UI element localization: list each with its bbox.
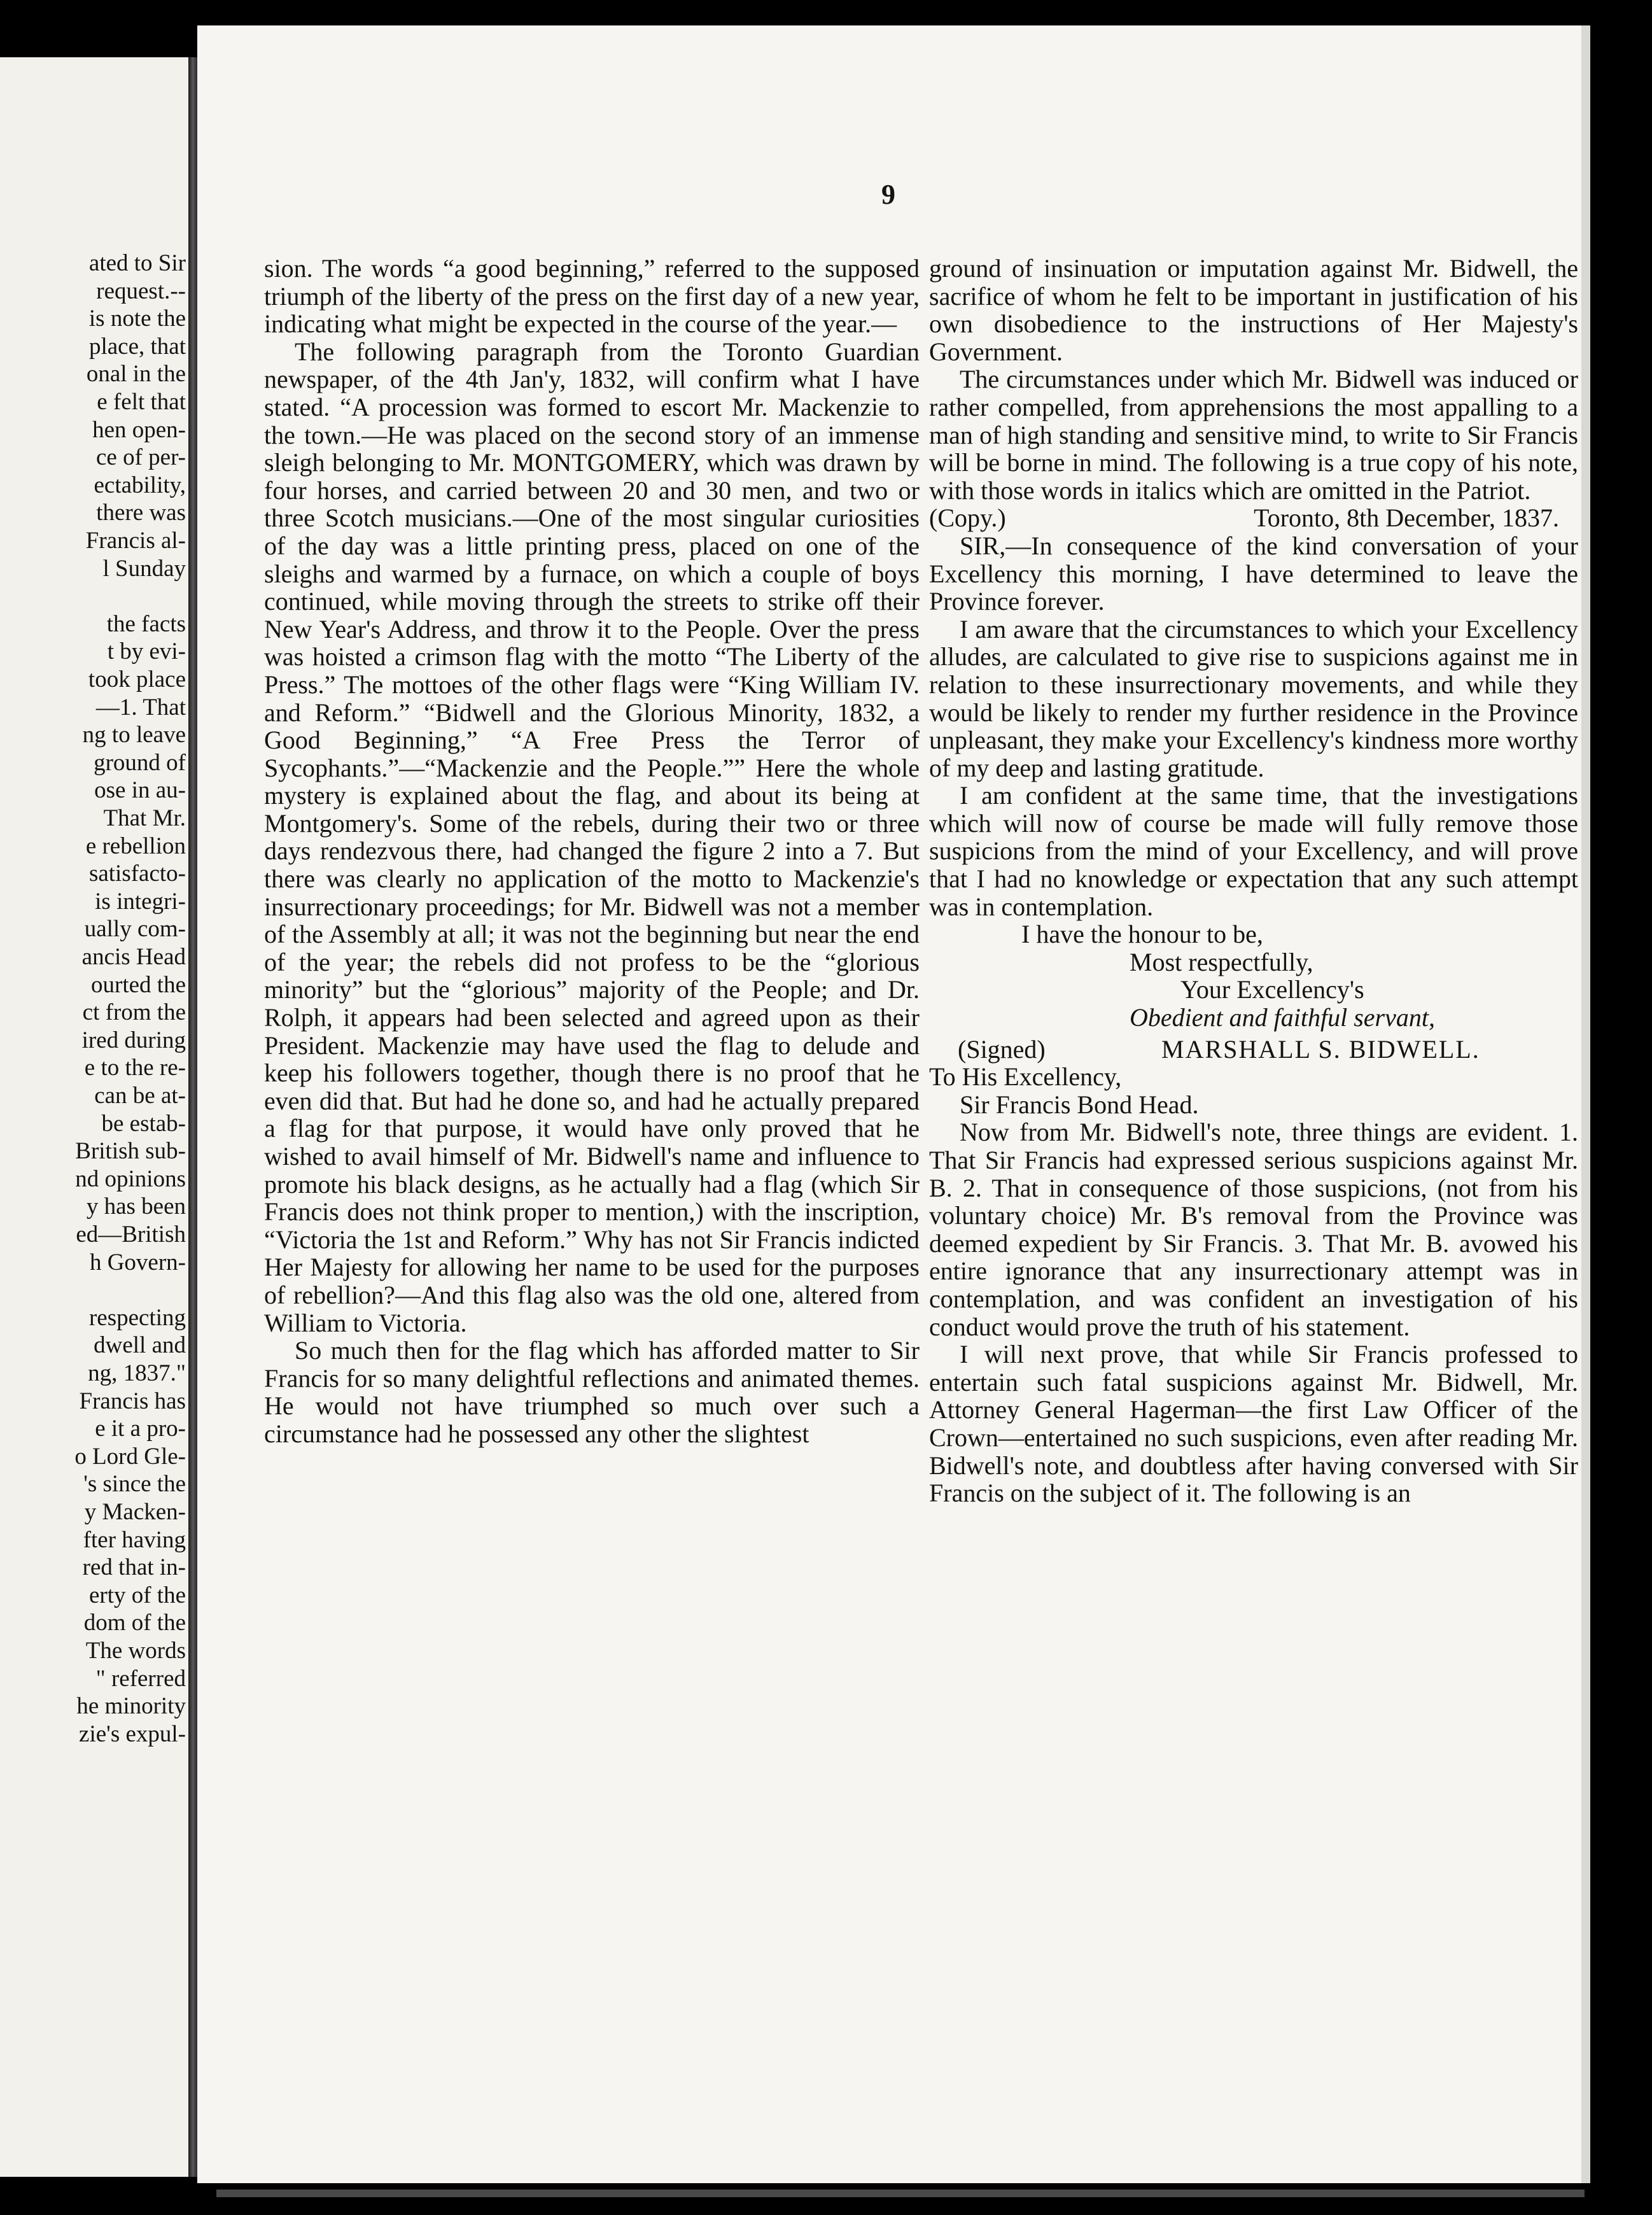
letter-place-date: Toronto, 8th December, 1837. xyxy=(1254,503,1559,533)
prev-page-line: ng to leave xyxy=(82,722,186,749)
prev-page-line: he minority xyxy=(76,1693,186,1720)
signed-label: (Signed) xyxy=(958,1034,1046,1064)
copy-label: (Copy.) xyxy=(929,503,1006,533)
prev-page-line: Francis has xyxy=(79,1388,186,1414)
prev-page-line: took place xyxy=(88,666,186,693)
prev-page-line: zie's expul- xyxy=(79,1720,186,1747)
prev-page-line: " referred xyxy=(95,1665,186,1692)
prev-page-line: t by evi- xyxy=(107,638,186,665)
prev-page-line: e felt that xyxy=(97,389,186,415)
prev-page-line: Francis al- xyxy=(85,528,186,554)
left-paragraph-1: sion. The words “a good beginning,” referred to the supposed triumph of the liberty of the press on the first day of a new year, indicating what might be expected in the course of the year.— xyxy=(264,254,920,339)
right-paragraph-3: Now from Mr. Bidwell's note, three things are evident. 1. That Sir Francis had expressed serious suspicions against Mr. B. 2. That in consequence of those suspicions, (not from his voluntary choice) Mr. B's removal from the Province was deemed expedient by Sir Francis. 3. That Mr. B. avowed his entire ignorance that any insurrectionary attempt was in contemplation, and was confident an investigation of his conduct would prove the truth of his statement. xyxy=(929,1118,1578,1341)
previous-page-fragment xyxy=(0,57,190,2177)
prev-page-line: y has been xyxy=(86,1193,186,1220)
prev-page-line: ct from the xyxy=(82,999,186,1026)
prev-page-line: British sub- xyxy=(75,1138,186,1165)
copy-heading xyxy=(929,504,1578,532)
prev-page-line: o Lord Gle- xyxy=(74,1443,186,1470)
prev-page-line: e rebellion xyxy=(85,833,186,859)
page xyxy=(197,25,1590,2183)
prev-page-line: erty of the xyxy=(88,1582,186,1608)
prev-page-line: satisfacto- xyxy=(88,861,186,887)
prev-page-line: request.-- xyxy=(96,278,186,304)
letter-closing-4: Obedient and faithful servant, xyxy=(1130,1003,1435,1032)
left-paragraph-2: The following paragraph from the Toronto Guardian newspaper, of the 4th Jan'y, 1832, will confirm what I have stated. “A procession was formed to escort Mr. Mackenzie to the town.—He was placed on the second story of an immense sleigh belonging to Mr. MONTGOMERY, which was drawn by four horses, and carried between 20 and 30 men, and two or three Scotch musicians.—One of the most singular curiosities of the day was a little printing press, placed on one of the sleighs and warmed by a furnace, on which a couple of boys continued, while moving through the streets to strike off their New Year's Address, and throw it to the People. Over the press was hoisted a crimson flag with the motto “The Liberty of the Press.” The mottoes of the other flags were “King William IV. and Reform.” “Bidwell and the Glorious Minority, 1832, a Good Beginning,” “A Free Press the Terror of Sycophants.”—“Mackenzie and the People.”” Here the whole mystery is explained about the flag, and about its being at Montgomery's. Some of the rebels, during their two or three days rendezvous there, had changed the figure 2 into a 7. But there was clearly no application of the motto to Mackenzie's insurrectionary proceedings; for Mr. Bidwell was not a member of the Assembly at all; it was not the beginning but near the end of the year; the rebels did not profess to be the “glorious minority” but the “glorious” majority of the People; and Dr. Rolph, it appears had been selected and agreed upon as their President. Mackenzie may have used the flag to delude and keep his followers together, though there is no proof that he even did that. But had he done so, and had he actually prepared a flag for that purpose, it would have only proved that he wished to avail himself of Mr. Bidwell's name and influence to promote his black designs, as he actually had a flag (which Sir Francis does not think proper to mention,) with the inscription, “Victoria the 1st and Reform.” Why has not Sir Francis indicted Her Majesty for allowing her name to be used for the purposes of rebellion?—And this flag also was the old one, altered from William to Victoria. xyxy=(264,337,920,1337)
prev-page-line: dwell and xyxy=(94,1332,186,1359)
page-number: 9 xyxy=(881,179,895,210)
prev-page-line: dom of the xyxy=(83,1610,186,1636)
letter-paragraph-1: SIR,—In consequence of the kind conversation of your Excellency this morning, I have determined to leave the Province forever. xyxy=(929,531,1578,616)
left-column xyxy=(264,255,920,1448)
prev-page-line: ng, 1837." xyxy=(88,1360,186,1386)
prev-page-line: ancis Head xyxy=(81,944,186,970)
prev-page-line: onal in the xyxy=(86,361,186,388)
letter-closing-3: Your Excellency's xyxy=(1180,975,1364,1004)
prev-page-line: 's since the xyxy=(83,1471,186,1498)
prev-page-line: y Macken- xyxy=(84,1499,186,1525)
left-paragraph-3: So much then for the flag which has afforded matter to Sir Francis for so many delightful reflections and animated themes. He would not have triumphed so much over such a circumstance had he possessed any other the slightest xyxy=(264,1336,920,1448)
prev-page-line: ectability, xyxy=(94,472,186,498)
letter-closing-2: Most respectfully, xyxy=(1130,947,1313,976)
prev-page-line: place, that xyxy=(88,333,186,360)
right-column xyxy=(929,255,1578,1507)
prev-page-line: ose in au- xyxy=(94,777,186,804)
prev-page-line: e to the re- xyxy=(84,1055,186,1081)
right-paragraph-1: ground of insinuation or imputation against Mr. Bidwell, the sacrifice of whom he felt to be important in justification of his own disobedience to the instructions of Her Majesty's Government. xyxy=(929,254,1578,366)
prev-page-line: e it a pro- xyxy=(95,1416,186,1442)
addressee-line-1: To His Excellency, xyxy=(929,1062,1122,1092)
prev-page-line: ce of per- xyxy=(96,444,186,471)
prev-page-line: is integri- xyxy=(95,888,186,915)
prev-page-line: h Govern- xyxy=(89,1249,186,1276)
signature-row xyxy=(929,1036,1578,1064)
prev-page-line: l Sunday xyxy=(102,555,186,582)
prev-page-line: the facts xyxy=(106,610,186,637)
signature-name: MARSHALL S. BIDWELL. xyxy=(1161,1034,1480,1064)
prev-page-line: —1. That xyxy=(95,694,186,721)
prev-page-line: That Mr. xyxy=(103,805,186,831)
right-paragraph-2: The circumstances under which Mr. Bidwell was induced or rather compelled, from apprehensions the most appalling to a man of high standing and sensitive mind, to write to Sir Francis will be borne in mind. The following is a true copy of his note, with those words in italics which are omitted in the Patriot. xyxy=(929,365,1578,505)
prev-page-line: red that in- xyxy=(82,1554,186,1581)
prev-page-line: ourted the xyxy=(91,971,186,998)
prev-page-line: respecting xyxy=(88,1304,186,1331)
right-paragraph-4: I will next prove, that while Sir Francis professed to entertain such fatal suspicions against Mr. Bidwell, Mr. Attorney General Hagerman—the first Law Officer of the Crown—entertained no such suspicions, even after reading Mr. Bidwell's note, and doubtless after having conversed with Sir Francis on the subject of it. The following is an xyxy=(929,1340,1578,1508)
prev-page-line: The words xyxy=(85,1638,186,1664)
prev-page-line: nd opinions xyxy=(75,1165,186,1192)
book-gutter xyxy=(188,57,197,2177)
prev-page-line: ed—British xyxy=(76,1221,186,1248)
prev-page-line: ired during xyxy=(81,1027,186,1053)
letter-paragraph-3: I am confident at the same time, that the investigations which will now of course be made will fully remove those suspicions from the mind of your Excellency, and will prove that I had no knowledge or expectation that any such attempt was in contemplation. xyxy=(929,781,1578,921)
prev-page-line: be estab- xyxy=(101,1110,186,1137)
page-bottom-edge xyxy=(216,2190,1585,2197)
prev-page-line: there was xyxy=(96,500,186,526)
prev-page-line: is note the xyxy=(88,306,186,332)
prev-page-line: hen open- xyxy=(92,416,186,443)
prev-page-line: fter having xyxy=(83,1526,186,1553)
prev-page-line: can be at- xyxy=(94,1083,186,1109)
prev-page-line: ually com- xyxy=(84,916,186,943)
addressee-line-2: Sir Francis Bond Head. xyxy=(960,1090,1199,1119)
letter-closing-1: I have the honour to be, xyxy=(1021,920,1263,949)
letter-paragraph-2: I am aware that the circumstances to which your Excellency alludes, are calculated to give rise to suspicions against me in relation to these insurrectionary movements, and while they would be likely to render my further residence in the Province unpleasant, they make your Excellency's kindness more worthy of my deep and lasting gratitude. xyxy=(929,614,1578,782)
prev-page-line: ground of xyxy=(94,749,186,776)
prev-page-line: ated to Sir xyxy=(88,250,186,276)
